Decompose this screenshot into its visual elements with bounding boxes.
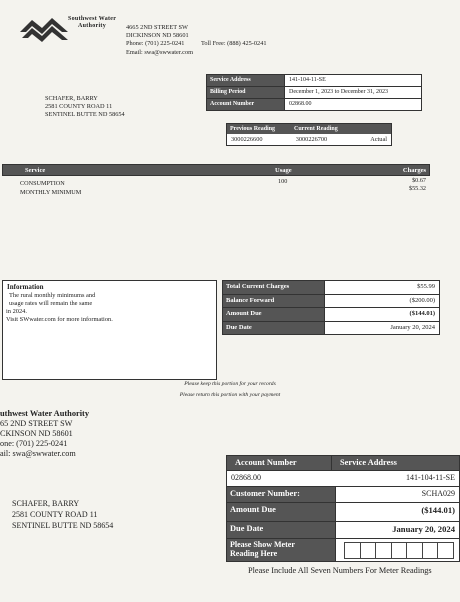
charge-line-amount: $0.67 [412, 177, 426, 184]
balance-forward-value: ($200.00) [409, 296, 435, 304]
meter-digit-box[interactable] [406, 542, 422, 559]
due-date-label: Due Date [223, 322, 325, 335]
balance-forward-label: Balance Forward [223, 295, 325, 308]
totals-box [222, 280, 440, 335]
service-column-header: Service [25, 167, 46, 174]
meter-digit-box[interactable] [360, 542, 376, 559]
toll-free: Toll Free: (888) 425-0241 [201, 40, 267, 47]
stub-due-date-label: Due Date [227, 522, 335, 538]
meter-digit-box[interactable] [422, 542, 438, 559]
service-address-label: Service Address [207, 75, 285, 86]
customer-number-label: Customer Number: [227, 487, 335, 502]
account-number-label: Account Number [207, 99, 285, 110]
stub-account-number-value: 02868.00 [231, 473, 261, 482]
charge-line-amount: $55.32 [408, 185, 426, 192]
reading-type: Actual [370, 136, 387, 143]
org-address: 4665 2ND STREET SW DICKINSON ND 58601 Phone: (701) 225-0241 Email: swa@swwater.com [126, 24, 194, 56]
previous-reading-label: Previous Reading [230, 126, 276, 132]
due-date-value: January 20, 2024 [390, 323, 435, 331]
org-logo-text: Southwest Water Authority [68, 16, 117, 29]
stub-amount-due-value: ($144.01) [335, 503, 459, 521]
stub-customer-address: SCHAFER, BARRY 2581 COUNTY ROAD 11 SENTINEL BUTTE ND 58654 [12, 499, 114, 530]
total-current-label: Total Current Charges [223, 281, 325, 294]
service-info-box [206, 74, 422, 111]
stub-service-address-value: 141-104-11-SE [405, 473, 455, 482]
meter-digit-box[interactable] [391, 542, 407, 559]
current-reading-value: 3000226700 [295, 136, 328, 143]
meter-digit-box[interactable] [437, 542, 454, 559]
information-box: Information The rural monthly minimums and usage rates will remain the same in 2024. Visit SWwater.com for more information. [2, 280, 217, 380]
previous-reading-value: 3000226600 [231, 136, 263, 143]
charge-line-usage: 100 [278, 178, 288, 185]
return-note: Please return this portion with your payment [179, 392, 281, 398]
charge-line-service: MONTHLY MINIMUM [20, 189, 82, 196]
charges-table-header [2, 164, 430, 176]
meter-digit-box[interactable] [375, 542, 391, 559]
meter-readings-box [226, 123, 392, 146]
amount-due-value: ($144.01) [409, 310, 435, 317]
service-address-value: 141-104-11-SE [289, 77, 326, 83]
stub-account-number-label: Account Number [227, 456, 331, 470]
stub-amount-due-label: Amount Due [227, 503, 335, 521]
usage-column-header: Usage [275, 167, 292, 174]
meter-digit-box[interactable] [344, 542, 360, 559]
charges-column-header: Charges [402, 167, 426, 174]
meter-reading-note: Please Include All Seven Numbers For Meter Readings [248, 566, 432, 575]
meter-reading-entry[interactable] [335, 539, 459, 561]
payment-stub-box [226, 455, 460, 562]
total-current-value: $55.99 [417, 283, 435, 290]
information-title: Information [7, 283, 44, 291]
customer-number-value: SCHA029 [335, 487, 459, 502]
account-number-value: 02868.00 [289, 101, 312, 107]
amount-due-label: Amount Due [223, 308, 325, 321]
stub-org-address: uthwest Water Authority 65 2ND STREET SW CKINSON ND 58601 one: (701) 225-0241 ail: swa@swwater.com [0, 409, 90, 458]
stub-due-date-value: January 20, 2024 [335, 522, 459, 538]
keep-note: Please keep this portion for your records [184, 381, 276, 387]
billing-period-label: Billing Period [207, 87, 285, 98]
billing-period-value: December 1, 2023 to December 31, 2023 [289, 89, 388, 95]
charge-line-service: CONSUMPTION [20, 180, 65, 187]
stub-service-address-label: Service Address [331, 456, 459, 470]
meter-reading-label: Please Show Meter Reading Here [227, 539, 335, 561]
current-reading-label: Current Reading [294, 126, 338, 132]
customer-address: SCHAFER, BARRY 2581 COUNTY ROAD 11 SENTINEL BUTTE ND 58654 [45, 95, 125, 118]
water-authority-logo-icon [18, 14, 70, 48]
